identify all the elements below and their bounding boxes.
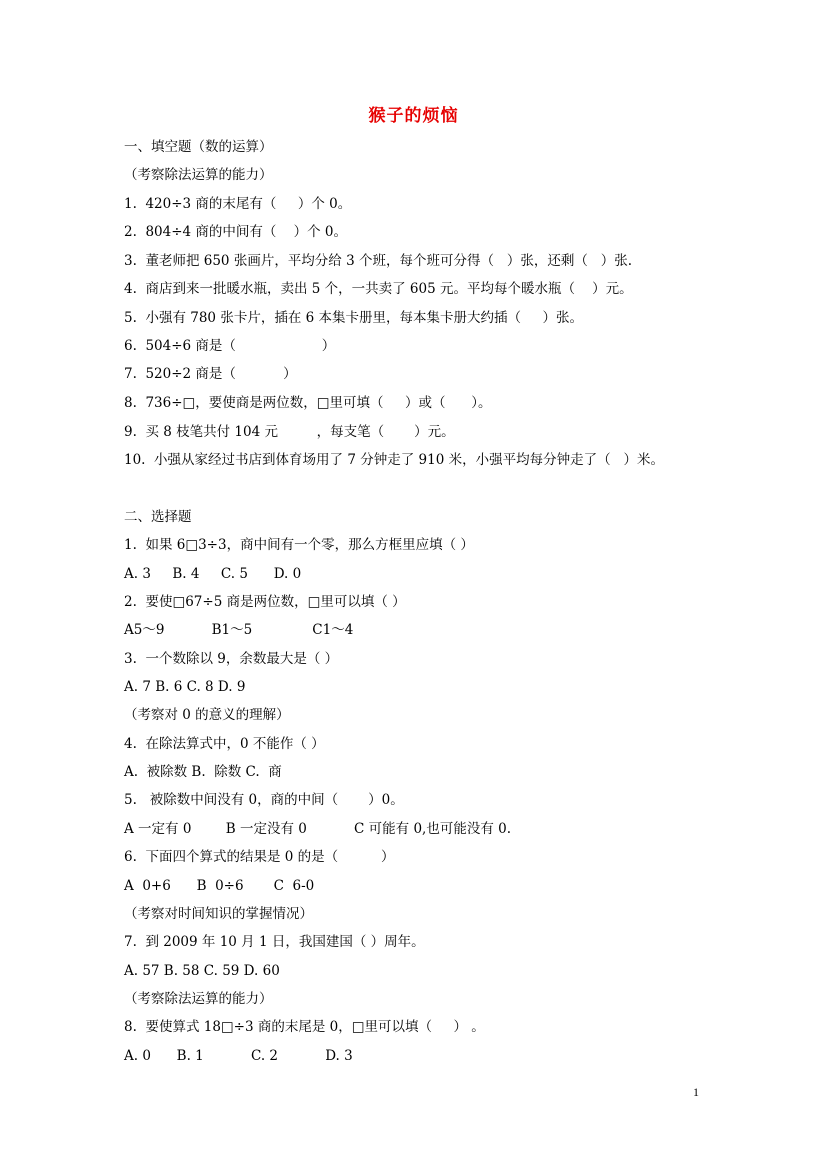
choice-line: A 0+6 B 0÷6 C 6-0 — [124, 878, 315, 894]
question-line: 2. 804÷4 商的中间有（ ）个 0。 — [124, 224, 347, 240]
question-line: 9. 买 8 枝笔共付 104 元 ，每支笔（ ）元。 — [124, 424, 455, 440]
question-line: 5. 小强有 780 张卡片，插在 6 本集卡册里，每本集卡册大约插（ ）张。 — [124, 310, 583, 326]
page-number: 1 — [693, 1085, 699, 1099]
choice-line: A. 3 B. 4 C. 5 D. 0 — [124, 566, 302, 582]
document-title: 猴子的烦恼 — [368, 106, 459, 126]
choice-line: 4. 在除法算式中，0 不能作（ ） — [124, 736, 325, 752]
choice-line: 6. 下面四个算式的结果是 0 的是（ ） — [124, 849, 395, 865]
section1-note: （考察除法运算的能力） — [124, 167, 273, 183]
choice-line: A. 0 B. 1 C. 2 D. 3 — [124, 1048, 353, 1064]
choice-line: 2. 要使□67÷5 商是两位数，□里可以填（ ） — [124, 594, 406, 610]
question-line: 1. 420÷3 商的末尾有（ ）个 0。 — [124, 196, 352, 212]
question-line: 3. 董老师把 650 张画片，平均分给 3 个班，每个班可分得（ ）张，还剩（ ）张. — [124, 253, 633, 269]
question-line: 8. 736÷□，要使商是两位数，□里可填（ ）或（ ）。 — [124, 395, 492, 411]
choice-line: （考察除法运算的能力） — [124, 991, 273, 1007]
choice-line: 3. 一个数除以 9，余数最大是（ ） — [124, 651, 339, 667]
choice-line: A. 57 B. 58 C. 59 D. 60 — [124, 963, 280, 979]
question-line: 6. 504÷6 商是（ ） — [124, 338, 336, 354]
choice-line: 7. 到 2009 年 10 月 1 日，我国建国（ ）周年。 — [124, 934, 425, 950]
choice-line: （考察对 0 的意义的理解） — [124, 707, 290, 723]
choice-line: 8. 要使算式 18□÷3 商的末尾是 0，□里可以填（ ） 。 — [124, 1019, 485, 1035]
section1-heading: 一、填空题（数的运算） — [124, 139, 273, 155]
choice-line: 1. 如果 6□3÷3，商中间有一个零，那么方框里应填（ ） — [124, 537, 474, 553]
choice-line: 5. 被除数中间没有 0，商的中间（ ）0。 — [124, 792, 404, 808]
question-line: 7. 520÷2 商是（ ） — [124, 366, 297, 382]
choice-line: A. 7 B. 6 C. 8 D. 9 — [124, 679, 246, 695]
choice-line: A 一定有 0 B 一定没有 0 C 可能有 0,也可能没有 0. — [124, 821, 512, 837]
choice-line: A. 被除数 B. 除数 C. 商 — [124, 764, 282, 780]
question-line: 10. 小强从家经过书店到体育场用了 7 分钟走了 910 米，小强平均每分钟走了（ ）米。 — [124, 452, 664, 468]
choice-line: A5～9 B1～5 C1～4 — [124, 622, 354, 638]
choice-line: （考察对时间知识的掌握情况） — [124, 906, 313, 922]
section2-heading: 二、选择题 — [124, 509, 192, 525]
question-line: 4. 商店到来一批暖水瓶，卖出 5 个，一共卖了 605 元。平均每个暖水瓶（ ）元。 — [124, 281, 633, 297]
